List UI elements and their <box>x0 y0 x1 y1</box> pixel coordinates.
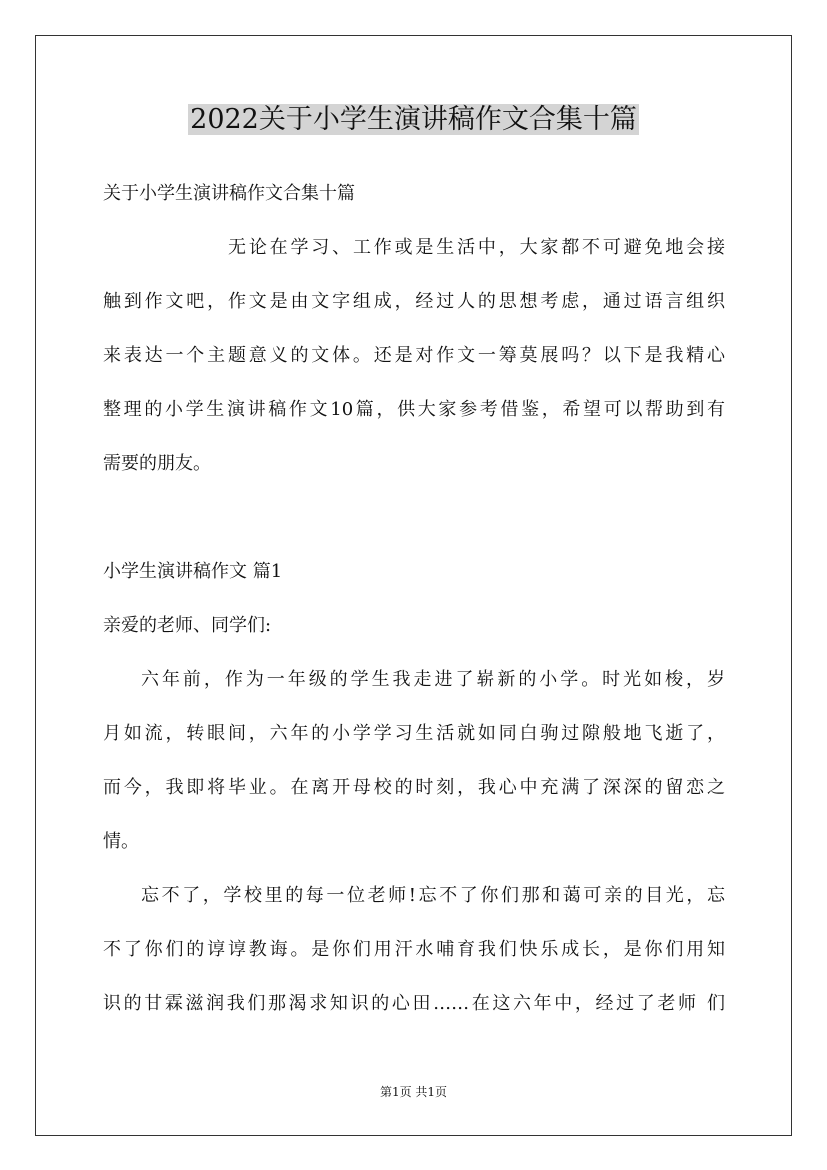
paragraph2-line-3: 识的甘霖滋润我们那渴求知识的心田……在这六年中，经过了老师 们 <box>103 993 725 1014</box>
intro-line-2: 触到作文吧，作文是由文字组成，经过人的思想考虑，通过语言组织 <box>103 291 725 312</box>
intro-line-1: 无论在学习、工作或是生活中，大家都不可避免地会接 <box>228 237 725 258</box>
paragraph1-line-4: 情。 <box>103 831 139 852</box>
document-title <box>0 100 827 140</box>
paragraph1-line-3: 而今，我即将毕业。在离开母校的时刻，我心中充满了深深的留恋之 <box>103 777 725 798</box>
document-title-text: 2022关于小学生演讲稿作文合集十篇 <box>190 104 637 135</box>
paragraph2-line-1: 忘不了，学校里的每一位老师!忘不了你们那和蔼可亲的目光，忘 <box>141 885 725 906</box>
document-subtitle: 关于小学生演讲稿作文合集十篇 <box>103 183 355 204</box>
intro-line-5: 需要的朋友。 <box>103 453 211 474</box>
paragraph1-line-2: 月如流，转眼间，六年的小学学习生活就如同白驹过隙般地飞逝了， <box>103 723 725 744</box>
greeting: 亲爱的老师、同学们: <box>103 615 272 636</box>
paragraph1-line-1: 六年前，作为一年级的学生我走进了崭新的小学。时光如梭，岁 <box>141 669 725 690</box>
section-heading: 小学生演讲稿作文 篇1 <box>103 561 283 582</box>
paragraph2-line-2: 不了你们的谆谆教诲。是你们用汗水哺育我们快乐成长，是你们用知 <box>103 939 725 960</box>
intro-line-4: 整理的小学生演讲稿作文10篇，供大家参考借鉴，希望可以帮助到有 <box>103 399 725 420</box>
page-footer: 第1页 共1页 <box>379 1085 448 1099</box>
intro-line-3: 来表达一个主题意义的文体。还是对作文一筹莫展吗？以下是我精心 <box>103 345 725 366</box>
